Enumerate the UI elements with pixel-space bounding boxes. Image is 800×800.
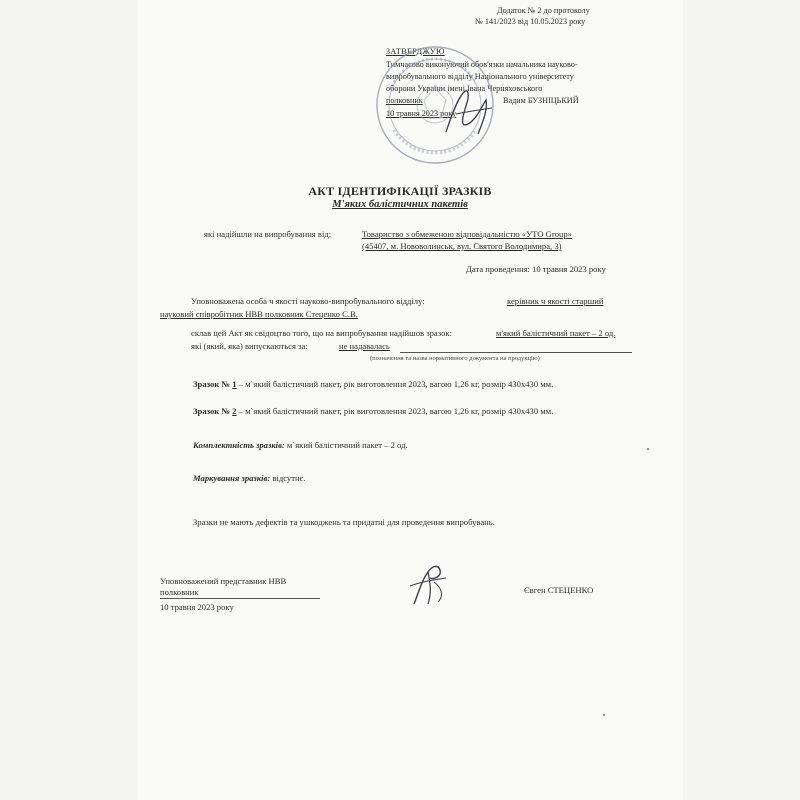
sample-1-text: – м`який балістичний пакет, рік виготовлення 2023, вагою 1,26 кг, розмір 430х430 мм. [236,379,554,389]
approval-line-2: випробувального відділу Національного університету [386,72,574,81]
sample-2-label: Зразок № [193,406,231,416]
sample-1 [193,379,553,389]
completeness-value: м`який балістичний пакет – 2 од. [284,440,408,450]
document-title: АКТ ІДЕНТИФІКАЦІЇ ЗРАЗКІВ [308,184,492,198]
representative-signature-icon [404,558,454,610]
approval-date: 10 травня 2023 року [386,109,457,118]
authorized-position: керівник ч якості старший [507,296,604,306]
authorized-person: науковий співробітник НВВ полковник Стеценко С.В. [160,309,358,319]
approval-line-3: оборони України імені Івана Черняховського [386,84,543,93]
document-subtitle: М'яких балістичних пакетів [332,199,468,210]
approval-rank: полковник [386,96,423,105]
submitted-prefix: які надійшли на випробування від: [204,229,332,239]
authorized-prefix: Уповноважена особа ч якості науково-випробувального відділу: [191,296,425,306]
marking-label: Маркування зразків: [193,473,271,483]
released-fill-line [400,352,632,353]
submitted-address: (45407, м. Нововолинськ, вул. Святого Володимира, 3) [362,241,562,251]
approval-signature-icon [438,84,498,140]
released-prefix: які (який, яка) випускаються за: [191,341,308,351]
released-value: не надавалась [339,341,390,351]
statement: Зразки не мають дефектів та ушкоджень та придатні для проведення випробувань. [193,517,495,527]
composed-sample: м'який балістичний пакет – 2 од. [496,328,616,338]
sample-2-text: – м`який балістичний пакет, рік виготовлення 2023, вагою 1,26 кг, розмір 430х430 мм. [236,406,554,416]
sample-2 [193,406,553,416]
annex-line-2: № 141/2023 від 10.05.2023 року [475,17,586,26]
sample-1-label: Зразок № [193,379,231,389]
completeness [193,440,408,450]
approval-label: ЗАТВЕРДЖУЮ [386,47,445,56]
marking-value: відсутнє. [270,473,306,483]
signature-rank: полковник [160,587,199,597]
annex-line-1: Додаток № 2 до протоколу [497,6,590,15]
sample-1-number: 1 [232,379,237,389]
approval-name: Вадим БУЗНІЦЬКИЙ [503,96,579,105]
scan-speck [647,448,649,450]
signature-name: Євген СТЕЦЕНКО [524,585,594,595]
signature-rank-line [160,598,320,599]
signature-date: 10 травня 2023 року [160,602,234,612]
sample-2-number: 2 [232,406,237,416]
approval-line-1: Тимчасово виконуючий обов'язки начальника науково- [386,60,578,69]
composed-prefix: склав цей Акт як свідоцтво того, що на випробування надійшов зразок: [191,328,452,338]
scan-speck-2 [603,714,605,716]
submitted-organization: Товариство з обмеженою відповідальністю «УТО Group» [362,229,572,239]
signature-role: Уповноважений представник НВВ [160,576,287,586]
released-caption: (позначення та назва нормативного документа на продукцію) [370,355,540,362]
test-date: Дата проведення: 10 травня 2023 року [466,264,606,274]
completeness-label: Комплектність зразків: [193,440,285,450]
marking [193,473,305,483]
